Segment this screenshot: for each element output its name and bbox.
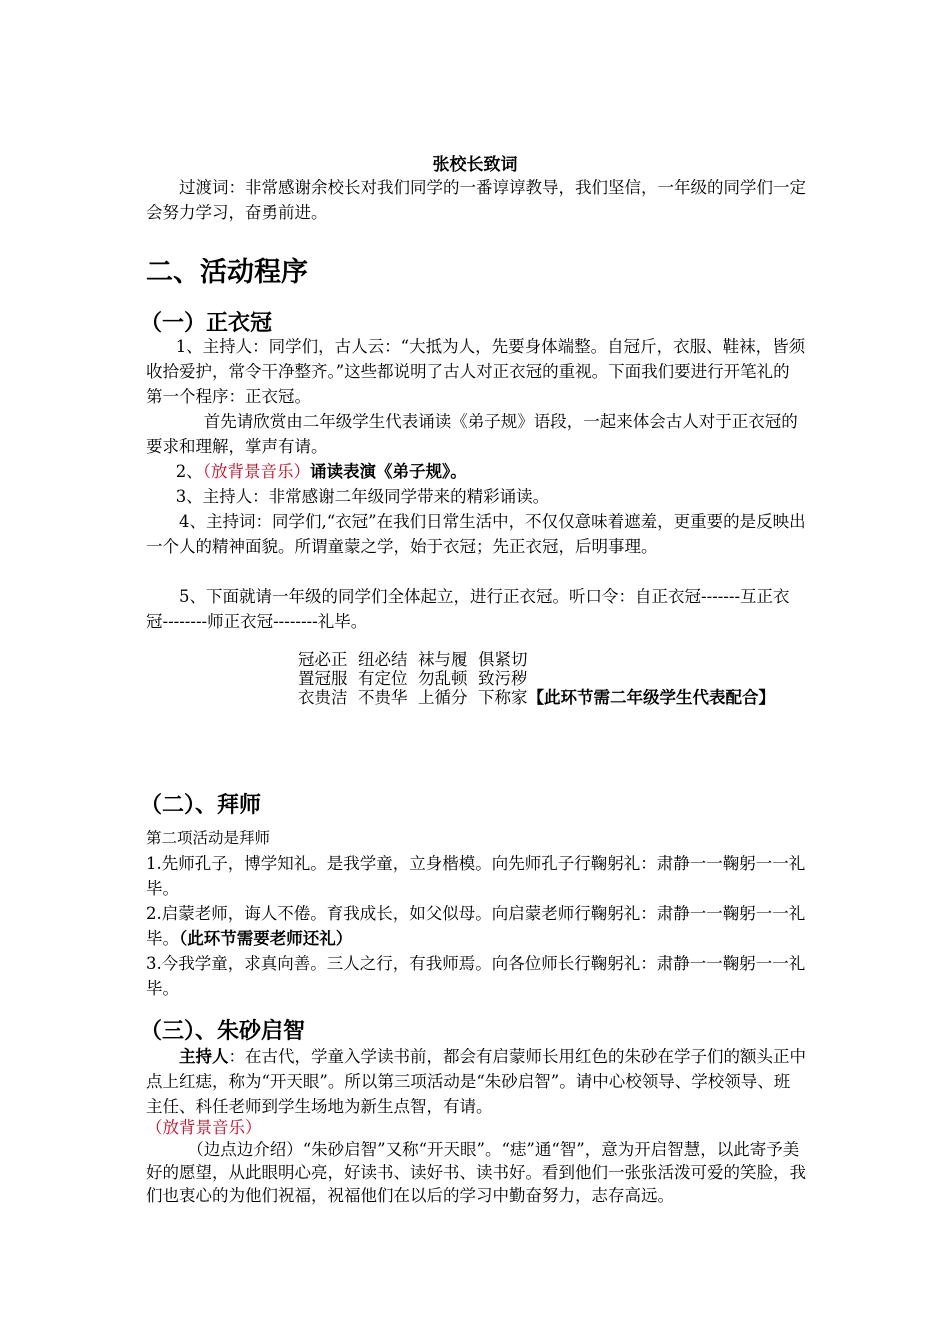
verse-line-3	[298, 688, 808, 707]
verse-line-1: 冠必正 纽必结 袜与履 俱紧切	[298, 650, 528, 669]
part2-heading: （二）、拜师	[140, 793, 262, 818]
section-title: 二、活动程序	[146, 257, 308, 288]
part3-closing-paragraph: （边点边介绍）“朱砂启智”又称“开天眼”。“痣”通“智”，意为开启智慧，以此寄予美好的愿望，从此眼明心亮，好读书、读好书、读书好。看到他们一张张活泼可爱的笑脸，我们也衷心的为他们祝福，祝福他们在以后的学习中勤奋努力，志存高远。	[146, 1140, 806, 1205]
verse-line-2: 置冠服 有定位 勿乱顿 致污秽	[298, 669, 528, 688]
recitation-title: 诵读表演《弟子规》。	[309, 462, 467, 481]
part1-paragraph-6: 5、下面就请一年级的同学们全体起立，进行正衣冠。听口令：自正衣冠-------互正衣冠--------师正衣冠--------礼毕。	[146, 587, 790, 631]
part1-paragraph-3	[146, 459, 806, 484]
part2-item-3: 3.今我学童，求真向善。三人之行，有我师焉。向各位师长行鞠躬礼：肃静一一鞠躬一一礼毕。	[146, 954, 806, 998]
part3-music-note: （放背景音乐）	[146, 1118, 262, 1137]
verse-note: 【此环节需二年级学生代表配合】	[527, 688, 775, 707]
background-music-note: （放背景音乐）	[202, 462, 310, 481]
part1-heading: （一）正衣冠	[140, 311, 273, 336]
part2-item-2-text: 2.启蒙老师，诲人不倦。育我成长，如父似母。向启蒙老师行鞠躬礼：肃静一一鞠躬一一礼毕。	[146, 904, 806, 948]
part2-item-2	[146, 901, 806, 951]
host-text: ：在古代，学童入学读书前，都会有启蒙师长用红色的朱砂在学子们的额头正中点上红痣，称为“开天眼”。所以第三项活动是“朱砂启智”。请中心校领导、学校领导、班主任、科任老师到学生场地为新生点智，有请。	[146, 1047, 806, 1116]
speech-title: 张校长致词	[432, 155, 518, 175]
part3-host-paragraph	[146, 1044, 806, 1119]
part1-paragraph-5: 4、主持词：同学们,“衣冠”在我们日常生活中，不仅仅意味着遮羞，更重要的是反映出一个人的精神面貌。所谓童蒙之学，始于衣冠；先正衣冠，后明事理。	[146, 512, 806, 556]
verse-line-3-text: 衣贵洁 不贵华 上循分 下称家	[298, 688, 528, 707]
host-label: 主持人	[179, 1047, 229, 1066]
part1-paragraph-4: 3、主持人：非常感谢二年级同学带来的精彩诵读。	[175, 487, 550, 506]
part3-heading: （三）、朱砂启智	[140, 1019, 306, 1044]
part1-paragraph-1: 1、主持人：同学们，古人云：“大抵为人，先要身体端整。自冠斤，衣服、鞋袜，皆须收拾爱护，常令干净整齐。”这些都说明了古人对正衣冠的重视。下面我们要进行开笔礼的第一个程序：正衣冠。	[146, 337, 806, 406]
verse-block	[298, 650, 808, 707]
p3-number: 2、	[175, 462, 203, 481]
part1-paragraph-2: 首先请欣赏由二年级学生代表诵读《弟子规》语段，一起来体会古人对于正衣冠的要求和理解，掌声有请。	[146, 412, 798, 456]
transition-paragraph: 过渡词：非常感谢余校长对我们同学的一番谆谆教导，我们坚信，一年级的同学们一定会努力学习，奋勇前进。	[146, 178, 806, 222]
part2-intro: 第二项活动是拜师	[146, 829, 271, 847]
part2-item-2-note: （此环节需要老师还礼）	[179, 929, 353, 948]
part2-item-1: 1.先师孔子，博学知礼。是我学童，立身楷模。向先师孔子行鞠躬礼：肃静一一鞠躬一一礼毕。	[146, 854, 806, 898]
